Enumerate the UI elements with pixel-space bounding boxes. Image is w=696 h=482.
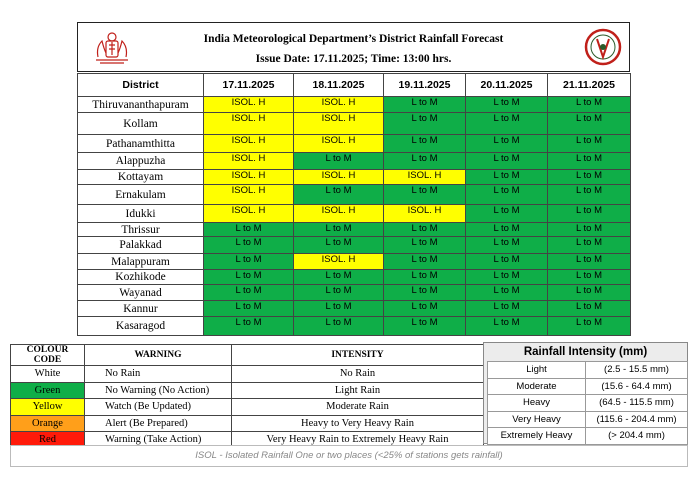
colour-code-swatch: White bbox=[11, 366, 85, 383]
forecast-cell: L to M bbox=[548, 285, 631, 301]
forecast-row bbox=[78, 170, 631, 185]
district-name: Alappuzha bbox=[78, 153, 204, 170]
forecast-cell: L to M bbox=[384, 285, 466, 301]
forecast-cell: L to M bbox=[466, 205, 548, 223]
forecast-header-row bbox=[78, 74, 631, 97]
forecast-cell: L to M bbox=[384, 223, 466, 237]
forecast-cell: L to M bbox=[204, 223, 294, 237]
intensity-range: (2.5 - 15.5 mm) bbox=[586, 362, 688, 379]
colour-code-swatch: Red bbox=[11, 432, 85, 449]
forecast-cell: L to M bbox=[466, 301, 548, 317]
forecast-cell: ISOL. H bbox=[204, 97, 294, 113]
forecast-row bbox=[78, 237, 631, 254]
intensity-range: (15.6 - 64.4 mm) bbox=[586, 378, 688, 395]
forecast-cell: ISOL. H bbox=[294, 205, 384, 223]
intensity-row bbox=[488, 395, 688, 412]
forecast-cell: L to M bbox=[294, 270, 384, 285]
warning-text: Watch (Be Updated) bbox=[85, 399, 232, 416]
rainfall-intensity-table bbox=[487, 361, 688, 445]
district-name: Kollam bbox=[78, 113, 204, 135]
district-name: Idukki bbox=[78, 205, 204, 223]
intensity-range: (115.6 - 204.4 mm) bbox=[586, 411, 688, 428]
date-header: 19.11.2025 bbox=[384, 74, 466, 97]
district-name: Thiruvananthapuram bbox=[78, 97, 204, 113]
forecast-cell: ISOL. H bbox=[384, 205, 466, 223]
forecast-cell: L to M bbox=[466, 185, 548, 205]
intensity-row bbox=[488, 428, 688, 445]
forecast-cell: L to M bbox=[548, 185, 631, 205]
forecast-cell: L to M bbox=[384, 237, 466, 254]
date-header: 20.11.2025 bbox=[466, 74, 548, 97]
forecast-cell: L to M bbox=[548, 97, 631, 113]
forecast-cell: ISOL. H bbox=[204, 205, 294, 223]
forecast-cell: L to M bbox=[204, 301, 294, 317]
district-name: Kannur bbox=[78, 301, 204, 317]
forecast-row bbox=[78, 113, 631, 135]
date-header: 17.11.2025 bbox=[204, 74, 294, 97]
intensity-text: Heavy to Very Heavy Rain bbox=[232, 415, 484, 432]
forecast-cell: L to M bbox=[384, 135, 466, 153]
intensity-label: Heavy bbox=[488, 395, 586, 412]
legend-header: WARNING bbox=[85, 345, 232, 366]
forecast-cell: ISOL. H bbox=[204, 170, 294, 185]
imd-logo-icon bbox=[583, 27, 623, 67]
forecast-row bbox=[78, 223, 631, 237]
colour-code-legend bbox=[10, 344, 484, 449]
forecast-cell: L to M bbox=[384, 153, 466, 170]
forecast-cell: L to M bbox=[384, 113, 466, 135]
district-name: Wayanad bbox=[78, 285, 204, 301]
intensity-row bbox=[488, 378, 688, 395]
intensity-text: Moderate Rain bbox=[232, 399, 484, 416]
forecast-cell: L to M bbox=[548, 237, 631, 254]
forecast-cell: L to M bbox=[548, 301, 631, 317]
rainfall-intensity-title: Rainfall Intensity (mm) bbox=[523, 346, 648, 358]
forecast-cell: ISOL. H bbox=[204, 135, 294, 153]
forecast-cell: L to M bbox=[294, 237, 384, 254]
forecast-row bbox=[78, 285, 631, 301]
district-name: Kottayam bbox=[78, 170, 204, 185]
forecast-cell: L to M bbox=[548, 153, 631, 170]
forecast-cell: L to M bbox=[204, 285, 294, 301]
district-column-header: District bbox=[78, 74, 204, 97]
forecast-cell: L to M bbox=[294, 285, 384, 301]
forecast-cell: ISOL. H bbox=[384, 170, 466, 185]
forecast-cell: ISOL. H bbox=[294, 135, 384, 153]
intensity-range: (64.5 - 115.5 mm) bbox=[586, 395, 688, 412]
forecast-cell: L to M bbox=[204, 254, 294, 270]
rainfall-intensity-panel bbox=[483, 342, 688, 444]
forecast-cell: ISOL. H bbox=[204, 113, 294, 135]
warning-text: No Rain bbox=[85, 366, 232, 383]
forecast-cell: L to M bbox=[294, 301, 384, 317]
intensity-range: (> 204.4 mm) bbox=[586, 428, 688, 445]
isol-footnote: ISOL - Isolated Rainfall One or two places (<25% of stations gets rainfall) bbox=[195, 450, 503, 461]
forecast-title: India Meteorological Department’s District Rainfall Forecast bbox=[203, 33, 504, 45]
legend-row bbox=[11, 382, 484, 399]
forecast-cell: L to M bbox=[466, 223, 548, 237]
forecast-cell: L to M bbox=[466, 135, 548, 153]
forecast-cell: L to M bbox=[548, 317, 631, 336]
forecast-cell: ISOL. H bbox=[294, 97, 384, 113]
colour-code-swatch: Yellow bbox=[11, 399, 85, 416]
forecast-cell: ISOL. H bbox=[294, 113, 384, 135]
forecast-cell: L to M bbox=[294, 317, 384, 336]
forecast-cell: L to M bbox=[204, 317, 294, 336]
forecast-header bbox=[77, 22, 630, 72]
forecast-cell: L to M bbox=[466, 153, 548, 170]
forecast-row bbox=[78, 270, 631, 285]
forecast-row bbox=[78, 97, 631, 113]
warning-text: No Warning (No Action) bbox=[85, 382, 232, 399]
forecast-cell: L to M bbox=[384, 270, 466, 285]
forecast-cell: L to M bbox=[466, 113, 548, 135]
forecast-cell: ISOL. H bbox=[294, 254, 384, 270]
forecast-row bbox=[78, 135, 631, 153]
forecast-cell: ISOL. H bbox=[204, 153, 294, 170]
forecast-cell: L to M bbox=[384, 185, 466, 205]
district-name: Pathanamthitta bbox=[78, 135, 204, 153]
intensity-label: Very Heavy bbox=[488, 411, 586, 428]
forecast-cell: L to M bbox=[548, 270, 631, 285]
legend-row bbox=[11, 366, 484, 383]
forecast-row bbox=[78, 254, 631, 270]
forecast-row bbox=[78, 301, 631, 317]
forecast-cell: L to M bbox=[204, 237, 294, 254]
forecast-cell: ISOL. H bbox=[204, 185, 294, 205]
forecast-cell: L to M bbox=[384, 301, 466, 317]
forecast-cell: L to M bbox=[466, 170, 548, 185]
district-name: Ernakulam bbox=[78, 185, 204, 205]
intensity-label: Moderate bbox=[488, 378, 586, 395]
forecast-cell: L to M bbox=[294, 223, 384, 237]
district-name: Kozhikode bbox=[78, 270, 204, 285]
forecast-table bbox=[77, 73, 631, 336]
forecast-cell: L to M bbox=[548, 223, 631, 237]
forecast-cell: L to M bbox=[548, 205, 631, 223]
forecast-cell: L to M bbox=[384, 97, 466, 113]
legend-row bbox=[11, 415, 484, 432]
forecast-cell: L to M bbox=[294, 185, 384, 205]
forecast-cell: L to M bbox=[294, 153, 384, 170]
intensity-text: Light Rain bbox=[232, 382, 484, 399]
intensity-row bbox=[488, 362, 688, 379]
intensity-text: Very Heavy Rain to Extremely Heavy Rain bbox=[232, 432, 484, 449]
forecast-cell: L to M bbox=[466, 237, 548, 254]
forecast-cell: ISOL. H bbox=[294, 170, 384, 185]
legend-header: INTENSITY bbox=[232, 345, 484, 366]
forecast-cell: L to M bbox=[204, 270, 294, 285]
forecast-cell: L to M bbox=[548, 254, 631, 270]
date-header: 18.11.2025 bbox=[294, 74, 384, 97]
date-header: 21.11.2025 bbox=[548, 74, 631, 97]
issue-date: Issue Date: 17.11.2025; Time: 13:00 hrs. bbox=[255, 53, 452, 65]
forecast-cell: L to M bbox=[466, 270, 548, 285]
forecast-cell: L to M bbox=[466, 285, 548, 301]
footnote-box bbox=[10, 445, 688, 467]
legend-header: COLOUR CODE bbox=[11, 345, 85, 366]
district-name: Palakkad bbox=[78, 237, 204, 254]
district-name: Kasaragod bbox=[78, 317, 204, 336]
intensity-label: Light bbox=[488, 362, 586, 379]
warning-text: Warning (Take Action) bbox=[85, 432, 232, 449]
forecast-cell: L to M bbox=[466, 317, 548, 336]
forecast-cell: L to M bbox=[548, 170, 631, 185]
forecast-cell: L to M bbox=[384, 317, 466, 336]
colour-code-swatch: Orange bbox=[11, 415, 85, 432]
forecast-row bbox=[78, 205, 631, 223]
legend-row bbox=[11, 399, 484, 416]
forecast-row bbox=[78, 185, 631, 205]
warning-text: Alert (Be Prepared) bbox=[85, 415, 232, 432]
district-name: Malappuram bbox=[78, 254, 204, 270]
forecast-cell: L to M bbox=[466, 97, 548, 113]
forecast-cell: L to M bbox=[548, 113, 631, 135]
colour-code-swatch: Green bbox=[11, 382, 85, 399]
district-name: Thrissur bbox=[78, 223, 204, 237]
forecast-cell: L to M bbox=[548, 135, 631, 153]
intensity-label: Extremely Heavy bbox=[488, 428, 586, 445]
intensity-text: No Rain bbox=[232, 366, 484, 383]
intensity-row bbox=[488, 411, 688, 428]
forecast-row bbox=[78, 317, 631, 336]
forecast-cell: L to M bbox=[466, 254, 548, 270]
forecast-cell: L to M bbox=[384, 254, 466, 270]
legend-header-row bbox=[11, 345, 484, 366]
forecast-row bbox=[78, 153, 631, 170]
